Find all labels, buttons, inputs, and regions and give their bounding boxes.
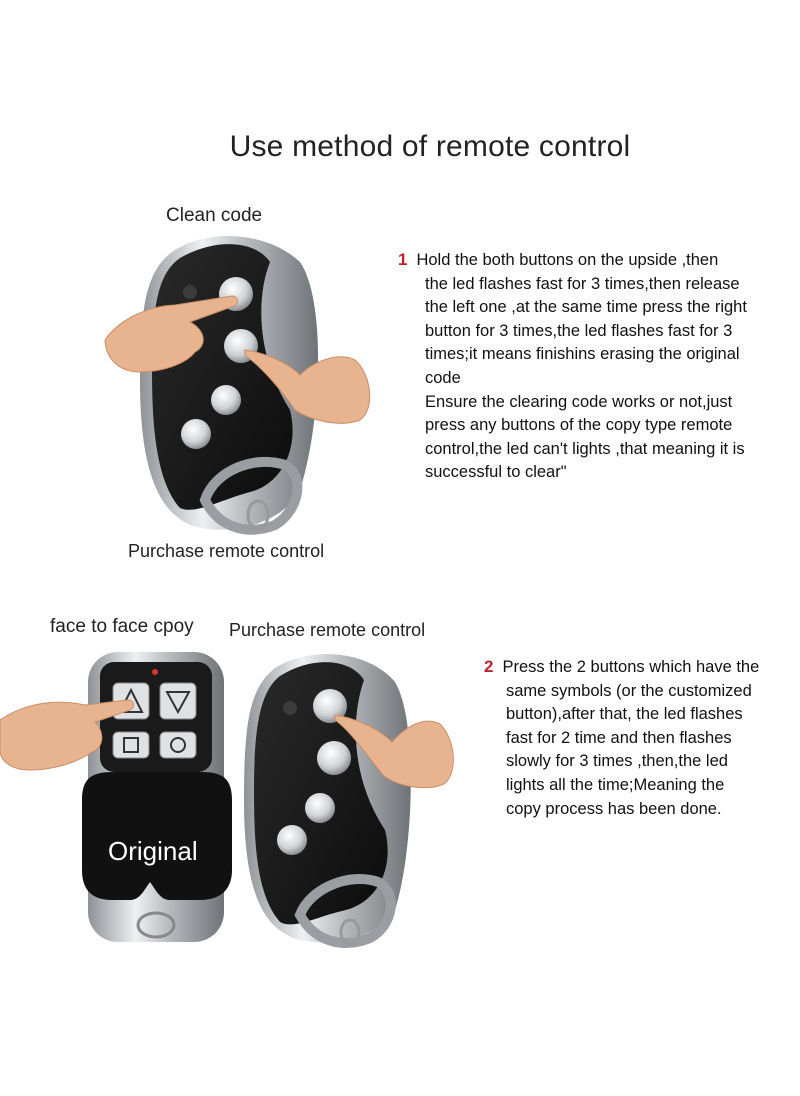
remote-button-icon — [277, 825, 307, 855]
remote-button-icon — [181, 419, 211, 449]
step-1-line: control,the led can't lights ,that meaning it is — [425, 439, 745, 458]
purchase-remote-caption-2: Purchase remote control — [229, 620, 426, 640]
step-2-line: same symbols (or the customized — [506, 681, 752, 700]
step-2-line: lights all the time;Meaning the — [506, 775, 725, 794]
step-2-text — [484, 655, 794, 821]
step-2-line: copy process has been done. — [506, 799, 722, 818]
step-1-line: code — [425, 368, 461, 387]
circle-button-icon — [160, 732, 196, 758]
step-1-text — [398, 248, 778, 485]
face-to-face-caption: face to face cpoy — [50, 616, 194, 637]
original-label: Original — [108, 836, 198, 866]
purchase-remote-caption-1: Purchase remote control — [128, 541, 325, 561]
remote-2 — [244, 654, 411, 944]
step-1-line: successful to clear" — [425, 463, 567, 482]
step-2-line: slowly for 3 times ,then,the led — [506, 752, 728, 771]
remote-button-icon — [211, 385, 241, 415]
step-1-line: Hold the both buttons on the upside ,then — [416, 251, 719, 269]
step-1-line: the led flashes fast for 3 times,then release — [425, 274, 740, 293]
page-title: Use method of remote control — [229, 130, 631, 163]
remote-button-icon — [305, 793, 335, 823]
original-remote — [82, 652, 232, 942]
step-1-line: press any buttons of the copy type remote — [425, 416, 733, 435]
step-2-line: Press the 2 buttons which have the — [502, 658, 760, 676]
step-1-line: Ensure the clearing code works or not,just — [425, 392, 733, 411]
step-1-line: times;it means finishins erasing the original — [425, 345, 740, 364]
step-2-line: button),after that, the led flashes — [506, 705, 743, 724]
step-1-line: the left one ,at the same time press the right — [425, 298, 747, 317]
step-2-number: 2 — [484, 657, 494, 676]
clean-code-caption: Clean code — [166, 205, 263, 226]
stop-button-icon — [113, 732, 149, 758]
led-icon — [283, 701, 297, 715]
remote-button-icon — [317, 741, 351, 775]
step-2-line: fast for 2 time and then flashes — [506, 728, 732, 747]
led-icon — [183, 285, 197, 299]
step-1-line: button for 3 times,the led flashes fast for 3 — [425, 321, 733, 340]
step-1-number: 1 — [398, 250, 408, 269]
